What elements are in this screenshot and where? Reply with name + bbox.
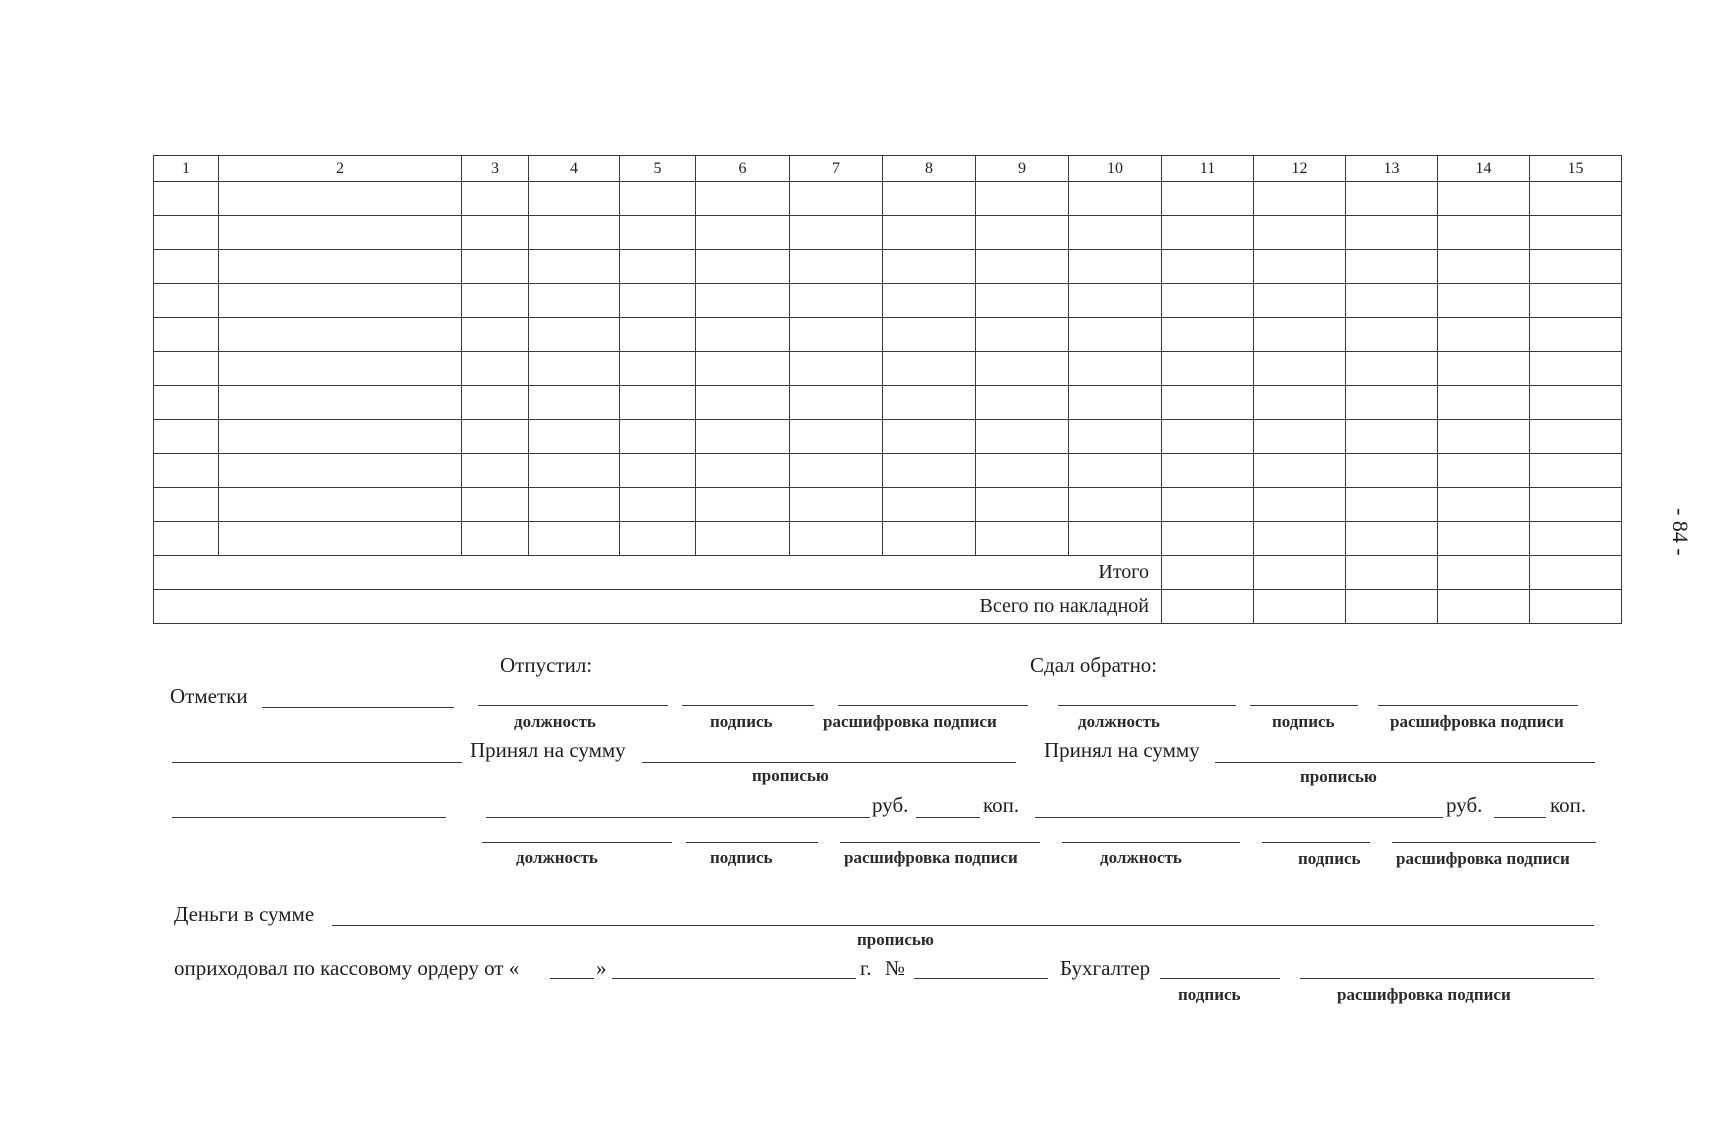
caption-position: должность: [1100, 848, 1182, 867]
kop-label: коп.: [983, 793, 1020, 817]
table-cell[interactable]: [154, 454, 219, 488]
table-cell[interactable]: [620, 284, 696, 318]
table-row: [154, 284, 1622, 318]
table-cell[interactable]: [1069, 454, 1162, 488]
column-number-cell: 10: [1069, 156, 1162, 182]
table-cell[interactable]: [620, 386, 696, 420]
caption-signature-decoding: расшифровка подписи: [1337, 985, 1511, 1004]
table-cell[interactable]: [976, 284, 1069, 318]
caption-position: должность: [516, 848, 598, 867]
table-cell[interactable]: [1346, 250, 1438, 284]
table-cell[interactable]: [1069, 284, 1162, 318]
table-cell[interactable]: [883, 488, 976, 522]
table-cell[interactable]: [1069, 386, 1162, 420]
table-cell[interactable]: [1530, 182, 1622, 216]
accepted-sum-label: Принял на сумму: [470, 738, 626, 762]
table-cell[interactable]: [1438, 522, 1530, 556]
table-cell[interactable]: [219, 318, 462, 352]
table-row: [154, 216, 1622, 250]
table-cell[interactable]: [790, 522, 883, 556]
table-cell[interactable]: [529, 420, 620, 454]
table-cell[interactable]: [1438, 352, 1530, 386]
table-cell[interactable]: [696, 250, 790, 284]
accepted-sum-line: [642, 762, 1016, 763]
signature-line: [1262, 842, 1370, 843]
table-cell[interactable]: [1438, 590, 1530, 624]
column-number-cell: 11: [1162, 156, 1254, 182]
table-cell[interactable]: [219, 182, 462, 216]
table-cell[interactable]: [1254, 522, 1346, 556]
table-cell[interactable]: [790, 386, 883, 420]
table-cell[interactable]: [1162, 556, 1254, 590]
table-cell[interactable]: [219, 352, 462, 386]
table-cell[interactable]: [976, 454, 1069, 488]
table-cell[interactable]: [219, 420, 462, 454]
table-cell[interactable]: [219, 454, 462, 488]
column-number-cell: 13: [1346, 156, 1438, 182]
caption-signature: подпись: [710, 848, 773, 867]
table-cell[interactable]: [696, 420, 790, 454]
caption-signature: подпись: [1298, 849, 1361, 868]
position-line: [1062, 842, 1240, 843]
table-cell[interactable]: [976, 386, 1069, 420]
table-cell[interactable]: [883, 250, 976, 284]
caption-in-words: прописью: [752, 766, 829, 785]
caption-signature: подпись: [1178, 985, 1241, 1004]
table-cell[interactable]: [620, 420, 696, 454]
money-sum-label: Деньги в сумме: [174, 902, 315, 926]
table-cell[interactable]: [883, 454, 976, 488]
accountant-label: Бухгалтер: [1060, 956, 1151, 980]
column-number-cell: 15: [1530, 156, 1622, 182]
table-cell[interactable]: [1254, 284, 1346, 318]
accountant-signature-line: [1160, 978, 1280, 979]
table-row: [154, 318, 1622, 352]
table-cell[interactable]: [883, 386, 976, 420]
returned-position-line: [1058, 705, 1236, 706]
decoding-line: [1392, 842, 1596, 843]
table-cell[interactable]: [883, 420, 976, 454]
table-cell[interactable]: [1530, 556, 1622, 590]
table-cell[interactable]: [883, 522, 976, 556]
table-cell[interactable]: [1162, 284, 1254, 318]
table-cell[interactable]: [1530, 318, 1622, 352]
amount-line: [1035, 817, 1443, 818]
table-row: [154, 250, 1622, 284]
table-cell[interactable]: [1530, 250, 1622, 284]
table-cell[interactable]: [620, 454, 696, 488]
order-day-line: [550, 978, 594, 979]
table-cell[interactable]: [1162, 454, 1254, 488]
table-row: [154, 386, 1622, 420]
table-cell[interactable]: [883, 352, 976, 386]
total-row-label: Итого: [154, 556, 1162, 590]
table-cell[interactable]: [462, 522, 529, 556]
released-label: Отпустил:: [500, 653, 593, 677]
caption-signature-decoding: расшифровка подписи: [844, 848, 1018, 867]
table-cell[interactable]: [976, 522, 1069, 556]
table-cell[interactable]: [1069, 182, 1162, 216]
table-cell[interactable]: [154, 250, 219, 284]
notes-line: [172, 817, 446, 818]
table-cell[interactable]: [790, 318, 883, 352]
table-cell[interactable]: [620, 352, 696, 386]
table-cell[interactable]: [1438, 454, 1530, 488]
notes-label: Отметки: [170, 684, 248, 708]
table-cell[interactable]: [1438, 556, 1530, 590]
table-cell[interactable]: [154, 420, 219, 454]
table-cell[interactable]: [976, 420, 1069, 454]
table-cell[interactable]: [1254, 556, 1346, 590]
position-line: [482, 842, 672, 843]
table-cell[interactable]: [154, 284, 219, 318]
returned-decoding-line: [1378, 705, 1578, 706]
table-cell[interactable]: [1254, 216, 1346, 250]
table-cell[interactable]: [529, 522, 620, 556]
table-cell[interactable]: [1254, 454, 1346, 488]
kop-label: коп.: [1550, 793, 1587, 817]
table-cell[interactable]: [1162, 590, 1254, 624]
year-abbr: г.: [860, 956, 872, 980]
table-cell[interactable]: [1254, 352, 1346, 386]
table-cell[interactable]: [1069, 420, 1162, 454]
table-cell[interactable]: [1530, 488, 1622, 522]
caption-signature: подпись: [1272, 712, 1335, 731]
table-cell[interactable]: [1530, 352, 1622, 386]
table-cell[interactable]: [529, 386, 620, 420]
table-cell[interactable]: [1346, 182, 1438, 216]
table-cell[interactable]: [1346, 522, 1438, 556]
table-cell[interactable]: [219, 488, 462, 522]
table-row: [154, 420, 1622, 454]
page-number: - 84 -: [1668, 508, 1693, 556]
accountant-decoding-line: [1300, 978, 1594, 979]
table-cell[interactable]: [462, 386, 529, 420]
table-cell[interactable]: [883, 318, 976, 352]
credited-label: оприходовал по кассовому ордеру от «: [174, 956, 520, 980]
caption-signature-decoding: расшифровка подписи: [823, 712, 997, 731]
column-number-row: [154, 156, 1622, 182]
table-cell[interactable]: [1162, 522, 1254, 556]
table-cell[interactable]: [462, 284, 529, 318]
table-cell[interactable]: [620, 182, 696, 216]
accepted-sum-label: Принял на сумму: [1044, 738, 1200, 762]
table-cell[interactable]: [154, 488, 219, 522]
table-cell[interactable]: [1069, 250, 1162, 284]
table-cell[interactable]: [462, 318, 529, 352]
table-row: [154, 454, 1622, 488]
table-cell[interactable]: [1530, 284, 1622, 318]
table-cell[interactable]: [696, 386, 790, 420]
kop-line: [916, 817, 980, 818]
table-row: [154, 488, 1622, 522]
money-sum-line: [332, 925, 1594, 926]
table-cell[interactable]: [154, 522, 219, 556]
table-cell[interactable]: [1346, 216, 1438, 250]
column-number-cell: 2: [219, 156, 462, 182]
table-cell[interactable]: [976, 318, 1069, 352]
table-cell[interactable]: [154, 318, 219, 352]
table-cell[interactable]: [1530, 216, 1622, 250]
notes-line: [262, 707, 454, 708]
table-cell[interactable]: [1254, 386, 1346, 420]
table-row: [154, 522, 1622, 556]
table-cell[interactable]: [1254, 182, 1346, 216]
column-number-cell: 7: [790, 156, 883, 182]
column-number-cell: 4: [529, 156, 620, 182]
caption-signature-decoding: расшифровка подписи: [1396, 849, 1570, 868]
column-number-cell: 9: [976, 156, 1069, 182]
table-cell[interactable]: [1530, 454, 1622, 488]
table-cell[interactable]: [1254, 250, 1346, 284]
signature-line: [686, 842, 818, 843]
table-cell[interactable]: [1438, 318, 1530, 352]
table-row: [154, 352, 1622, 386]
table-cell[interactable]: [1069, 352, 1162, 386]
caption-in-words: прописью: [857, 930, 934, 949]
table-cell[interactable]: [1254, 488, 1346, 522]
order-number-line: [914, 978, 1048, 979]
table-cell[interactable]: [529, 318, 620, 352]
table-cell[interactable]: [529, 250, 620, 284]
table-cell[interactable]: [1438, 488, 1530, 522]
table-cell[interactable]: [529, 216, 620, 250]
table-cell[interactable]: [219, 216, 462, 250]
notes-line: [172, 762, 462, 763]
order-month-line: [612, 978, 856, 979]
table-cell[interactable]: [462, 250, 529, 284]
table-cell[interactable]: [462, 352, 529, 386]
table-cell[interactable]: [1346, 454, 1438, 488]
table-cell[interactable]: [1530, 590, 1622, 624]
table-cell[interactable]: [1346, 488, 1438, 522]
table-cell[interactable]: [462, 216, 529, 250]
grand-total-row-label: Всего по накладной: [154, 590, 1162, 624]
table-cell[interactable]: [790, 216, 883, 250]
table-cell[interactable]: [976, 182, 1069, 216]
table-cell[interactable]: [1346, 556, 1438, 590]
table-cell[interactable]: [696, 284, 790, 318]
table-cell[interactable]: [1438, 250, 1530, 284]
table-cell[interactable]: [790, 182, 883, 216]
caption-position: должность: [1078, 712, 1160, 731]
table-cell[interactable]: [976, 352, 1069, 386]
table-cell[interactable]: [529, 352, 620, 386]
decoding-line: [840, 842, 1040, 843]
returned-signature-line: [1250, 705, 1358, 706]
table-cell[interactable]: [1530, 522, 1622, 556]
table-cell[interactable]: [1346, 420, 1438, 454]
caption-in-words: прописью: [1300, 767, 1377, 786]
table-cell[interactable]: [696, 522, 790, 556]
table-cell[interactable]: [1438, 284, 1530, 318]
table-cell[interactable]: [1438, 216, 1530, 250]
column-number-cell: 5: [620, 156, 696, 182]
table-cell[interactable]: [219, 386, 462, 420]
table-cell[interactable]: [462, 454, 529, 488]
table-cell[interactable]: [976, 250, 1069, 284]
released-position-line: [478, 705, 668, 706]
accepted-sum-line: [1215, 762, 1595, 763]
table-cell[interactable]: [883, 284, 976, 318]
table-cell[interactable]: [1069, 488, 1162, 522]
table-cell[interactable]: [1438, 386, 1530, 420]
column-number-cell: 3: [462, 156, 529, 182]
table-cell[interactable]: [790, 250, 883, 284]
caption-signature-decoding: расшифровка подписи: [1390, 712, 1564, 731]
table-cell[interactable]: [790, 420, 883, 454]
table-cell[interactable]: [529, 284, 620, 318]
table-cell[interactable]: [696, 352, 790, 386]
table-cell[interactable]: [529, 454, 620, 488]
table-cell[interactable]: [696, 216, 790, 250]
table-cell[interactable]: [1346, 284, 1438, 318]
kop-line: [1494, 817, 1546, 818]
table-cell[interactable]: [1254, 590, 1346, 624]
table-cell[interactable]: [219, 522, 462, 556]
table-cell[interactable]: [154, 386, 219, 420]
table-cell[interactable]: [1162, 488, 1254, 522]
table-cell[interactable]: [976, 216, 1069, 250]
table-cell[interactable]: [1530, 420, 1622, 454]
column-number-cell: 12: [1254, 156, 1346, 182]
table-cell[interactable]: [1069, 216, 1162, 250]
table-cell[interactable]: [883, 216, 976, 250]
column-number-cell: 14: [1438, 156, 1530, 182]
rub-label: руб.: [872, 793, 909, 817]
table-cell[interactable]: [790, 284, 883, 318]
table-cell[interactable]: [620, 216, 696, 250]
table-cell[interactable]: [1069, 318, 1162, 352]
invoice-table: [153, 155, 1622, 624]
table-cell[interactable]: [1162, 352, 1254, 386]
table-cell[interactable]: [154, 182, 219, 216]
table-cell[interactable]: [462, 182, 529, 216]
table-row: [154, 182, 1622, 216]
table-cell[interactable]: [154, 216, 219, 250]
table-cell[interactable]: [1438, 182, 1530, 216]
table-cell[interactable]: [219, 250, 462, 284]
table-cell[interactable]: [1162, 420, 1254, 454]
table-cell[interactable]: [696, 318, 790, 352]
table-cell[interactable]: [219, 284, 462, 318]
released-signature-line: [682, 705, 814, 706]
table-cell[interactable]: [883, 182, 976, 216]
released-decoding-line: [838, 705, 1028, 706]
number-sign: №: [885, 956, 906, 980]
table-cell[interactable]: [1254, 318, 1346, 352]
table-cell[interactable]: [620, 250, 696, 284]
table-cell[interactable]: [620, 488, 696, 522]
table-cell[interactable]: [620, 318, 696, 352]
table-cell[interactable]: [1530, 386, 1622, 420]
caption-signature: подпись: [710, 712, 773, 731]
table-cell[interactable]: [696, 454, 790, 488]
grand-total-row: [154, 590, 1622, 624]
table-cell[interactable]: [1162, 386, 1254, 420]
table-cell[interactable]: [1346, 352, 1438, 386]
rub-label: руб.: [1446, 793, 1483, 817]
table-cell[interactable]: [696, 488, 790, 522]
table-cell[interactable]: [790, 488, 883, 522]
table-body: [154, 156, 1622, 624]
table-cell[interactable]: [462, 488, 529, 522]
table-cell[interactable]: [790, 352, 883, 386]
table-cell[interactable]: [1346, 590, 1438, 624]
table-cell[interactable]: [529, 488, 620, 522]
table-cell[interactable]: [1438, 420, 1530, 454]
column-number-cell: 1: [154, 156, 219, 182]
table-cell[interactable]: [1346, 386, 1438, 420]
table-cell[interactable]: [620, 522, 696, 556]
column-number-cell: 6: [696, 156, 790, 182]
caption-position: должность: [514, 712, 596, 731]
table-cell[interactable]: [1162, 216, 1254, 250]
table-cell[interactable]: [462, 420, 529, 454]
table-cell[interactable]: [1346, 318, 1438, 352]
returned-label: Сдал обратно:: [1030, 653, 1158, 677]
table-cell[interactable]: [529, 182, 620, 216]
table-cell[interactable]: [1254, 420, 1346, 454]
table-cell[interactable]: [1162, 250, 1254, 284]
table-cell[interactable]: [1162, 318, 1254, 352]
total-row: [154, 556, 1622, 590]
table-cell[interactable]: [1069, 522, 1162, 556]
table-cell[interactable]: [1162, 182, 1254, 216]
table-cell[interactable]: [790, 454, 883, 488]
table-cell[interactable]: [696, 182, 790, 216]
column-number-cell: 8: [883, 156, 976, 182]
table-cell[interactable]: [154, 352, 219, 386]
table-cell[interactable]: [976, 488, 1069, 522]
amount-line: [486, 817, 870, 818]
quote-close: »: [596, 956, 607, 980]
